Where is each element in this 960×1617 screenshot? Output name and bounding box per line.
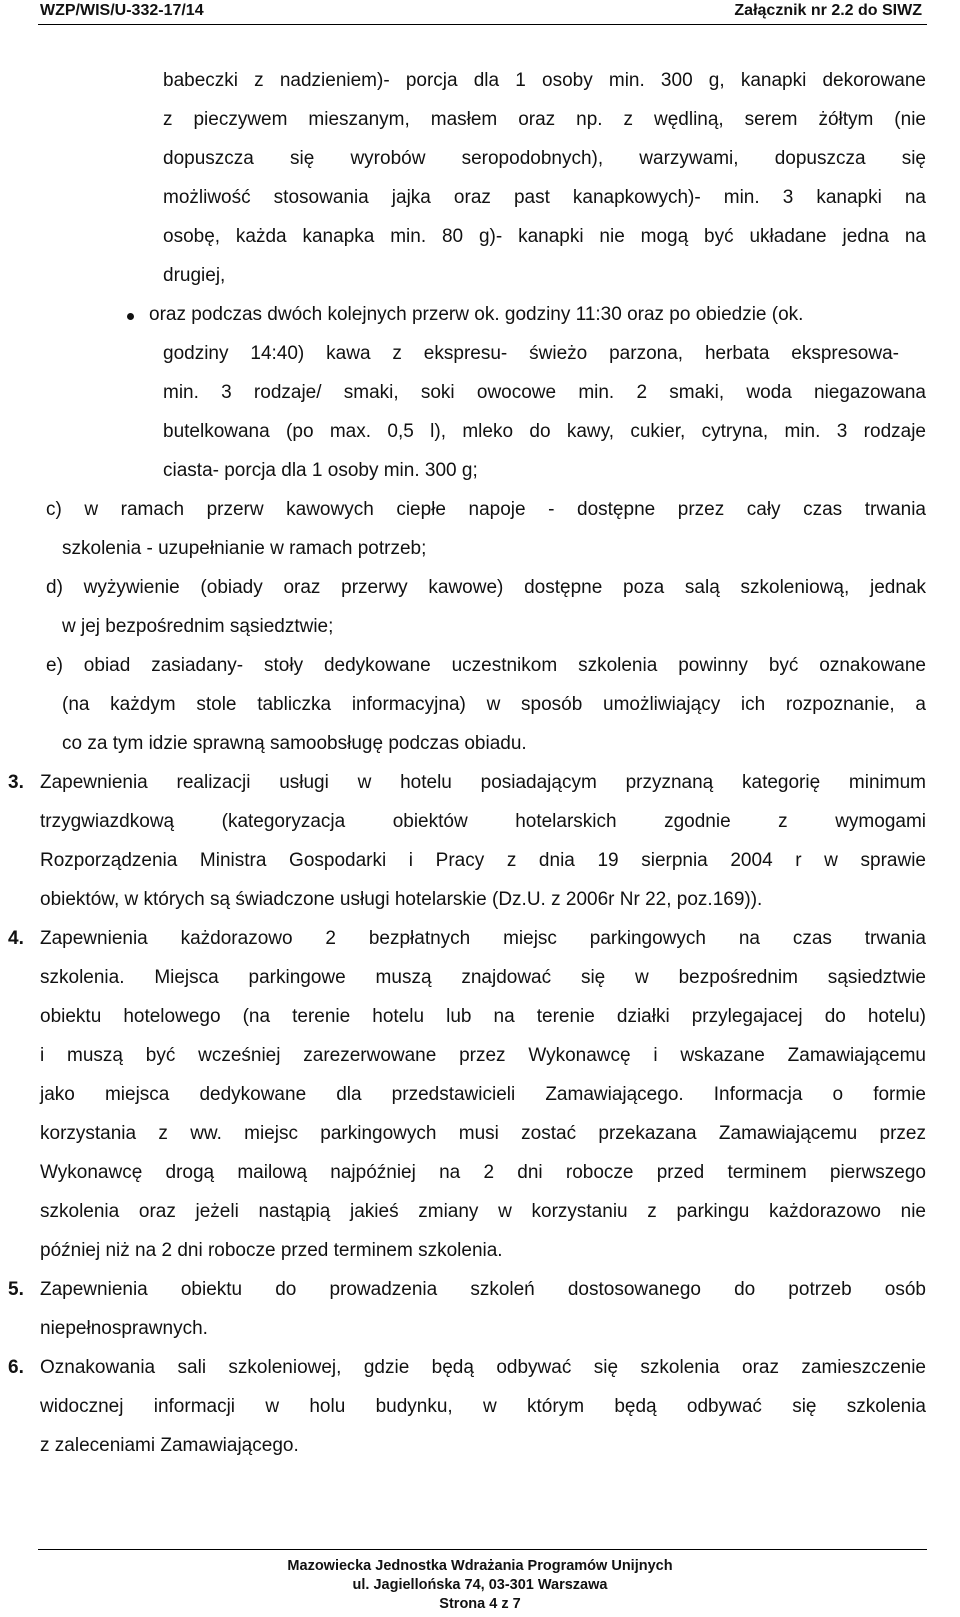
text-line: godziny 14:40) kawa z ekspresu- świeżo parzona, herbata ekspresowa-	[163, 343, 899, 364]
text-line: ciasta- porcja dla 1 osoby min. 300 g;	[163, 460, 478, 481]
document-reference: WZP/WIS/U-332-17/14	[40, 2, 204, 19]
text-line: szkolenia oraz jeżeli nastąpią jakieś zmiany w korzystaniu z parkingu każdorazowo nie	[40, 1201, 926, 1222]
text-line: Zapewnienia realizacji usługi w hotelu posiadającym przyznaną kategorię minimum	[40, 772, 926, 793]
text-line: szkolenia - uzupełnianie w ramach potrzeb;	[62, 538, 427, 559]
text-line: i muszą być wcześniej zarezerwowane przez Wykonawcę i wskazane Zamawiającemu	[40, 1045, 926, 1066]
text-line: babeczki z nadzieniem)- porcja dla 1 osoby min. 300 g, kanapki dekorowane	[163, 70, 926, 91]
text-line: obiektu hotelowego (na terenie hotelu lub na terenie działki przylegajacej do hotelu)	[40, 1006, 926, 1027]
text-line: butelkowana (po max. 0,5 l), mleko do kawy, cukier, cytryna, min. 3 rodzaje	[163, 421, 926, 442]
text-line: Oznakowania sali szkoleniowej, gdzie będą odbywać się szkolenia oraz zamieszczenie	[40, 1357, 926, 1378]
item-number: 5.	[8, 1279, 24, 1300]
text-line: Zapewnienia obiektu do prowadzenia szkoleń dostosowanego do potrzeb osób	[40, 1279, 926, 1300]
text-line: jako miejsca dedykowane dla przedstawicieli Zamawiającego. Informacja o formie	[40, 1084, 926, 1105]
text-line: Rozporządzenia Ministra Gospodarki i Pracy z dnia 19 sierpnia 2004 r w sprawie	[40, 850, 926, 871]
text-line: co za tym idzie sprawną samoobsługę podczas obiadu.	[62, 733, 527, 754]
text-line: trzygwiazdkową (kategoryzacja obiektów hotelarskich zgodnie z wymogami	[40, 811, 926, 832]
attachment-label: Załącznik nr 2.2 do SIWZ	[734, 2, 922, 19]
item-number: 3.	[8, 772, 24, 793]
footer-address: ul. Jagiellońska 74, 03-301 Warszawa	[352, 1577, 608, 1593]
text-line: w jej bezpośrednim sąsiedztwie;	[62, 616, 334, 637]
text-line: Zapewnienia każdorazowo 2 bezpłatnych miejsc parkingowych na czas trwania	[40, 928, 926, 949]
text-line: możliwość stosowania jajka oraz past kanapkowych)- min. 3 kanapki na	[163, 187, 926, 208]
item-number: 6.	[8, 1357, 24, 1378]
text-line: osobę, każda kanapka min. 80 g)- kanapki nie mogą być układane jedna na	[163, 226, 926, 247]
text-line: obiektów, w których są świadczone usługi hotelarskie (Dz.U. z 2006r Nr 22, poz.169)).	[40, 889, 763, 910]
text-line: min. 3 rodzaje/ smaki, soki owocowe min. 2 smaki, woda niegazowana	[163, 382, 926, 403]
text-line: dopuszcza się wyrobów seropodobnych), warzywami, dopuszcza się	[163, 148, 926, 169]
footer-divider	[38, 1549, 927, 1550]
text-line: korzystania z ww. miejsc parkingowych musi zostać przekazana Zamawiającemu przez	[40, 1123, 926, 1144]
text-line: e) obiad zasiadany- stoły dedykowane uczestnikom szkolenia powinny być oznakowane	[46, 655, 926, 676]
text-line: widocznej informacji w holu budynku, w którym będą odbywać się szkolenia	[40, 1396, 926, 1417]
text-line: (na każdym stole tabliczka informacyjna) w sposób umożliwiający ich rozpoznanie, a	[62, 694, 926, 715]
item-number: 4.	[8, 928, 24, 949]
footer-organization: Mazowiecka Jednostka Wdrażania Programów Unijnych	[287, 1558, 673, 1574]
text-line: Wykonawcę drogą mailową najpóźniej na 2 dni robocze przed terminem pierwszego	[40, 1162, 926, 1183]
text-line: z zaleceniami Zamawiającego.	[40, 1435, 299, 1456]
text-line: oraz podczas dwóch kolejnych przerw ok. godziny 11:30 oraz po obiedzie (ok.	[149, 304, 804, 325]
text-line: drugiej,	[163, 265, 226, 286]
page-header	[0, 0, 960, 20]
bullet-icon	[127, 313, 134, 320]
text-line: c) w ramach przerw kawowych ciepłe napoje - dostępne przez cały czas trwania	[46, 499, 926, 520]
text-line: d) wyżywienie (obiady oraz przerwy kawowe) dostępne poza salą szkoleniową, jednak	[46, 577, 926, 598]
text-line: później niż na 2 dni robocze przed terminem szkolenia.	[40, 1240, 503, 1261]
page-number: Strona 4 z 7	[439, 1596, 521, 1612]
text-line: z pieczywem mieszanym, masłem oraz np. z wędliną, serem żółtym (nie	[163, 109, 926, 130]
text-line: niepełnosprawnych.	[40, 1318, 208, 1339]
text-line: szkolenia. Miejsca parkingowe muszą znajdować się w bezpośrednim sąsiedztwie	[40, 967, 926, 988]
header-divider	[38, 24, 927, 25]
